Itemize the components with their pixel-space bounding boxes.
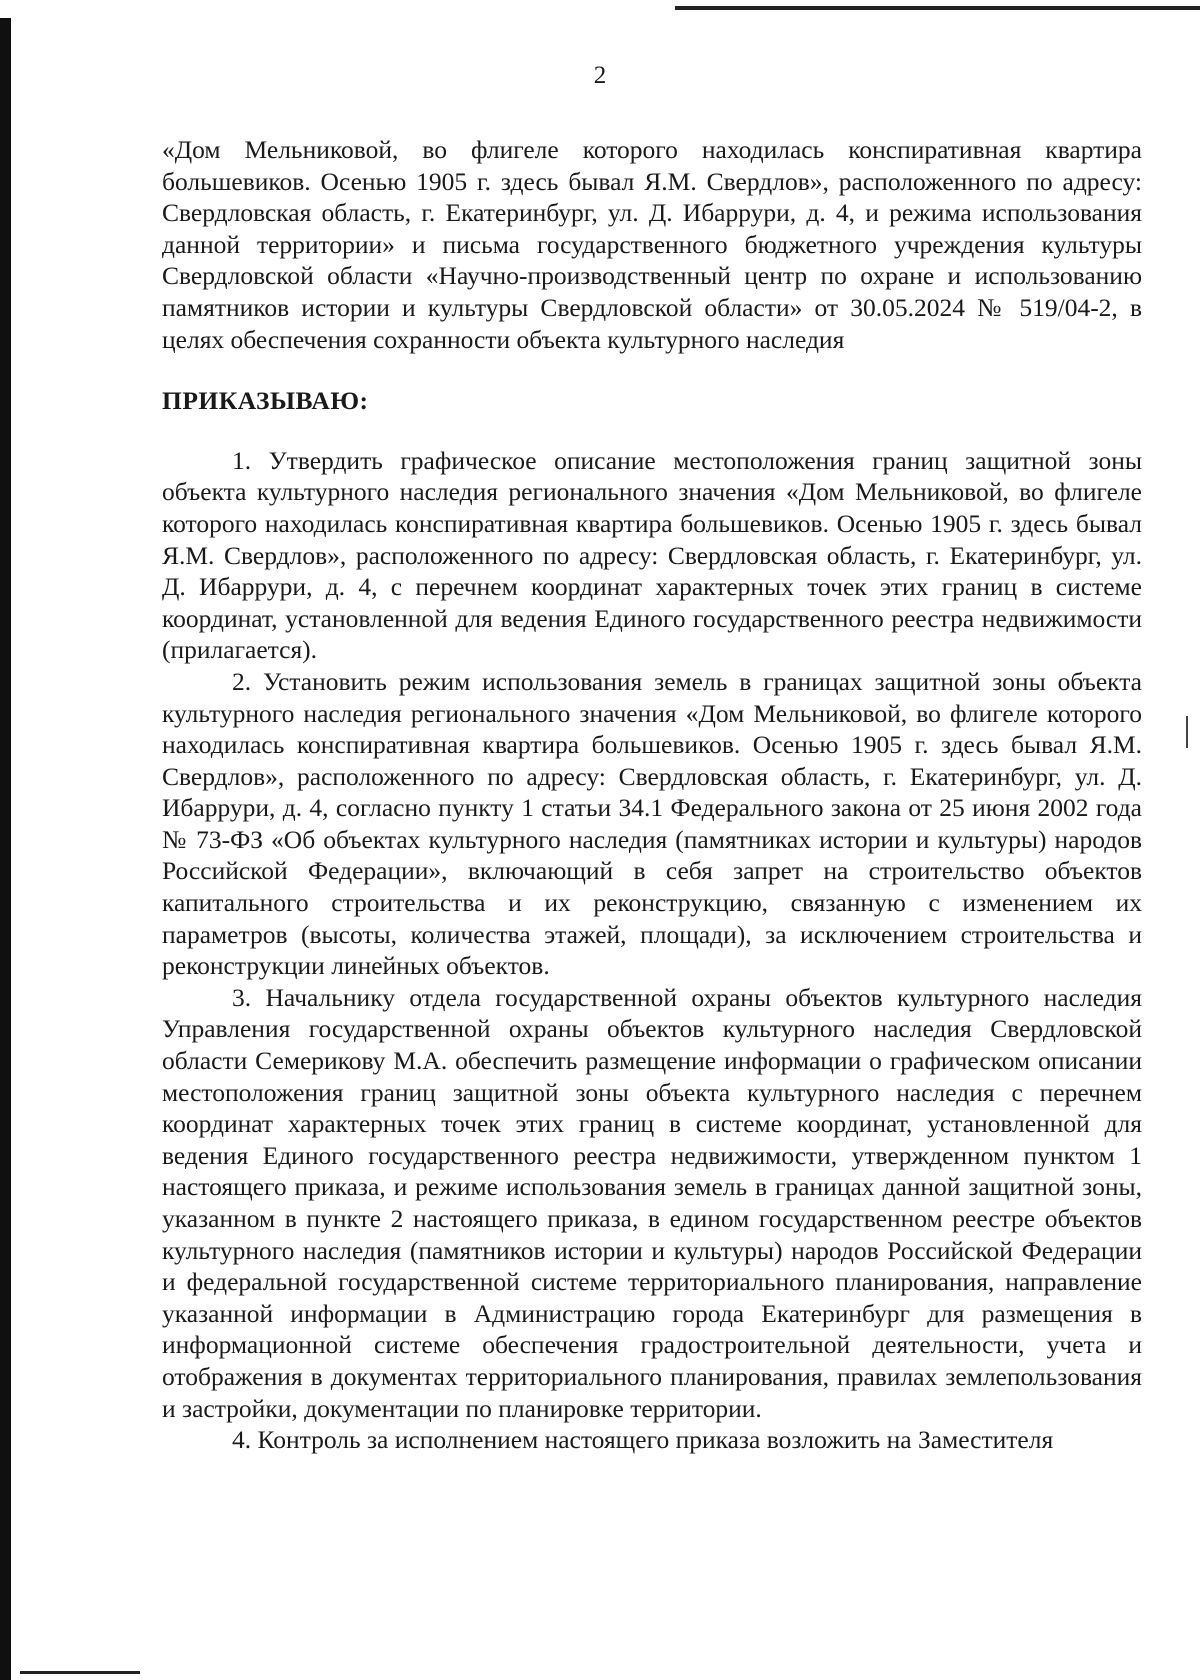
order-item-3: 3. Начальнику отдела государственной охраны объектов культурного наследия Управления государственной охраны объектов культурного наследия Свердловской области Семерикову М.А. обеспечить размещение информации о графическом описании местоположения границ защитной зоны объекта культурного наследия с перечнем координат характерных точек этих границ в системе координат, установленной для ведения Единого государственного реестра недвижимости, утвержденном пунктом 1 настоящего приказа, и режиме использования земель в границах данной защитной зоны, указанном в пункте 2 настоящего приказа, в едином государственном реестре объектов культурного наследия (памятников истории и культуры) народов Российской Федерации и федеральной государственной системе территориального планирования, направление указанной информации в Администрацию города Екатеринбург для размещения в информационной системе обеспечения градостроительной деятельности, учета и отображения в документах территориального планирования, правилах землепользования и застройки, документации по планировке территории.: [162, 982, 1142, 1423]
order-item-2: 2. Установить режим использования земель в границах защитной зоны объекта культурного наследия регионального значения «Дом Мельниковой, во флигеле которого находилась конспиративная квартира большевиков. Осенью 1905 г. здесь бывал Я.М. Свердлов», расположенного по адресу: Свердловская область, г. Екатеринбург, ул. Д. Ибаррури, д. 4, согласно пункту 1 статьи 34.1 Федерального закона от 25 июня 2002 года № 73-ФЗ «Об объектах культурного наследия (памятниках истории и культуры) народов Российской Федерации», включающий в себя запрет на строительство объектов капитального строительства и их реконструкцию, связанную с изменением их параметров (высоты, количества этажей, площади), за исключением строительства и реконструкции линейных объектов.: [162, 666, 1142, 981]
order-item-4: 4. Контроль за исполнением настоящего приказа возложить на Заместителя: [232, 1425, 1054, 1455]
scan-mark-right: [1186, 716, 1188, 748]
order-heading: ПРИКАЗЫВАЮ:: [162, 386, 369, 416]
intro-paragraph: «Дом Мельниковой, во флигеле которого находилась конспиративная квартира большевиков. Осенью 1905 г. здесь бывал Я.М. Свердлов», расположенного по адресу: Свердловская область, г. Екатеринбург, ул. Д. Ибаррури, д. 4, и режима использования данной территории» и письма государственного бюджетного учреждения культуры Свердловской области «Научно-производственный центр по охране и использованию памятников истории и культуры Свердловской области» от 30.05.2024 № 519/04-2, в целях обеспечения сохранности объекта культурного наследия: [162, 135, 1142, 354]
document-body: [162, 134, 1142, 1456]
order-item-1: 1. Утвердить графическое описание местоположения границ защитной зоны объекта культурного наследия регионального значения «Дом Мельниковой, во флигеле которого находилась конспиративная квартира большевиков. Осенью 1905 г. здесь бывал Я.М. Свердлов», расположенного по адресу: Свердловская область, г. Екатеринбург, ул. Д. Ибаррури, д. 4, с перечнем координат характерных точек этих границ в системе координат, установленной для ведения Единого государственного реестра недвижимости (прилагается).: [162, 445, 1142, 665]
scan-border-top: [675, 6, 1200, 10]
scan-border-left: [0, 18, 11, 1680]
scan-border-bottom: [20, 1671, 140, 1674]
page-number: 2: [593, 62, 607, 89]
